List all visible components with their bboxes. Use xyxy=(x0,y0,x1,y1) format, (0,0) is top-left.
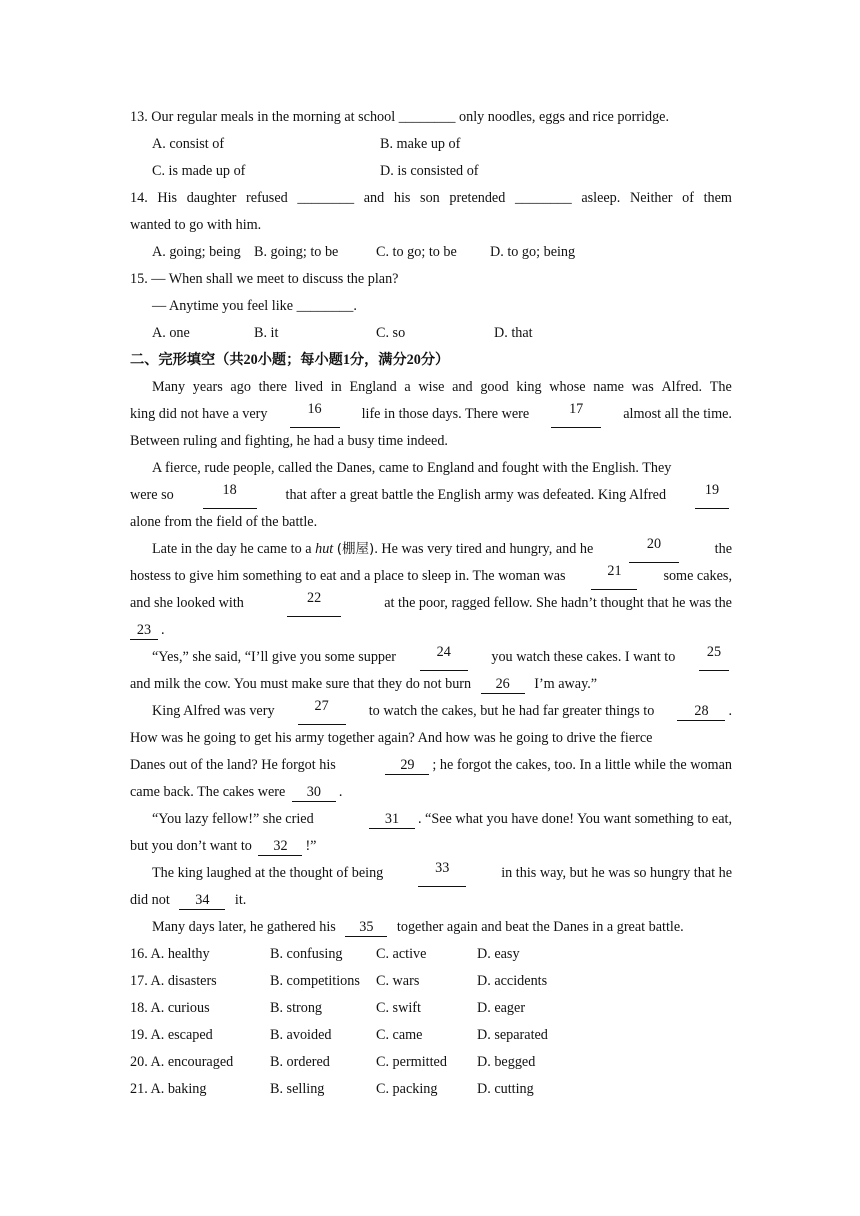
passage-line xyxy=(130,374,732,401)
blank-18[interactable]: 18 xyxy=(203,482,257,509)
option-a: A. one xyxy=(152,325,190,341)
hut-word: hut xyxy=(315,541,334,557)
word: his xyxy=(393,190,411,206)
option-b: B. confusing xyxy=(270,946,343,962)
passage-text: “You lazy fellow!” she cried xyxy=(152,811,314,827)
answer-row-20 xyxy=(130,1049,732,1076)
option-c: C. packing xyxy=(376,1081,438,1097)
passage-text: . “See what you have done! You want something to eat, xyxy=(417,811,732,827)
blank-21[interactable]: 21 xyxy=(591,563,637,590)
word: daughter xyxy=(186,190,237,206)
blank-25[interactable]: 25 xyxy=(699,644,729,671)
word: refused xyxy=(245,190,288,206)
passage-text: !” xyxy=(305,838,317,854)
word: and xyxy=(452,379,473,395)
passage-line xyxy=(130,536,732,563)
question-15-options xyxy=(130,320,732,347)
passage-line xyxy=(130,671,732,698)
passage-line xyxy=(130,590,732,617)
word: asleep. xyxy=(581,190,621,206)
option-d: D. separated xyxy=(477,1027,548,1043)
word: of xyxy=(682,190,694,206)
passage-line xyxy=(130,752,732,779)
blank-28[interactable]: 28 xyxy=(677,703,725,721)
option-a: 18. A. curious xyxy=(130,1000,210,1016)
word: son xyxy=(420,190,440,206)
option-b: B. avoided xyxy=(270,1027,332,1043)
word: pretended xyxy=(449,190,506,206)
option-c: C. to go; to be xyxy=(376,244,457,260)
word: was xyxy=(631,379,654,395)
passage-line xyxy=(130,617,732,644)
word: His xyxy=(157,190,178,206)
blank-16[interactable]: 16 xyxy=(290,401,340,428)
passage-line xyxy=(130,833,732,860)
passage-line: Between ruling and fighting, he had a busy time indeed. xyxy=(130,433,448,449)
passage-text xyxy=(674,698,732,725)
blank-35[interactable]: 35 xyxy=(345,919,387,937)
option-b: B. ordered xyxy=(270,1054,330,1070)
option-c: C. permitted xyxy=(376,1054,447,1070)
passage-text: almost all the time. xyxy=(623,406,732,422)
option-d: D. easy xyxy=(477,946,520,962)
question-14 xyxy=(130,185,732,212)
passage-text: Late in the day he came to a xyxy=(152,541,312,557)
option-a: 19. A. escaped xyxy=(130,1027,213,1043)
passage-line xyxy=(130,914,732,941)
blank-29[interactable]: 29 xyxy=(385,757,429,775)
passage-line xyxy=(130,401,732,428)
blank-24[interactable]: 24 xyxy=(420,644,468,671)
option-b: B. make up of xyxy=(380,136,461,152)
passage-line: How was he going to get his army together again? And how was he going to drive the fierce xyxy=(130,730,653,746)
word: England xyxy=(349,379,397,395)
answer-row-19 xyxy=(130,1022,732,1049)
word: name xyxy=(593,379,624,395)
passage-text: . xyxy=(338,784,343,800)
option-c: C. wars xyxy=(376,973,420,989)
blank-26[interactable]: 26 xyxy=(481,676,525,694)
word: Neither xyxy=(629,190,673,206)
word: Many xyxy=(152,379,186,395)
answer-row-16 xyxy=(130,941,732,968)
passage-text: you watch these cakes. I want to xyxy=(491,649,676,665)
blank-19[interactable]: 19 xyxy=(695,482,729,509)
passage-text: did not xyxy=(130,892,170,908)
option-c: C. came xyxy=(376,1027,423,1043)
option-a: A. going; being xyxy=(152,244,241,260)
option-b: B. going; to be xyxy=(254,244,339,260)
option-c: C. swift xyxy=(376,1000,421,1016)
word: them xyxy=(703,190,732,206)
option-b: B. competitions xyxy=(270,973,360,989)
passage-text: Danes out of the land? He forgot his xyxy=(130,757,336,773)
passage-text: king did not have a very xyxy=(130,406,268,422)
option-d: D. that xyxy=(494,325,533,341)
blank-30[interactable]: 30 xyxy=(292,784,336,802)
blank-34[interactable]: 34 xyxy=(179,892,225,910)
option-d: D. to go; being xyxy=(490,244,576,260)
option-a: 21. A. baking xyxy=(130,1081,207,1097)
word: ago xyxy=(230,379,251,395)
passage-text xyxy=(152,536,593,563)
passage-text: together again and beat the Danes in a great battle. xyxy=(396,919,684,935)
passage-text: . xyxy=(728,703,732,719)
passage-text: the xyxy=(714,541,732,557)
question-15-line2: — Anytime you feel like ________. xyxy=(152,298,357,314)
passage-text: . xyxy=(161,622,165,638)
passage-text: in this way, but he was so hungry that he xyxy=(501,865,732,881)
passage-line xyxy=(130,887,732,914)
blank-32[interactable]: 32 xyxy=(258,838,302,856)
option-d: D. eager xyxy=(477,1000,526,1016)
question-15: 15. — When shall we meet to discuss the plan? xyxy=(130,271,399,287)
passage-text: and she looked with xyxy=(130,595,244,611)
option-c: C. is made up of xyxy=(152,163,246,179)
blank-17[interactable]: 17 xyxy=(551,401,601,428)
passage-text: were so xyxy=(130,487,174,503)
option-b: B. strong xyxy=(270,1000,323,1016)
section-title: 二、完形填空（共20小题；每小题1分，满分20分） xyxy=(130,352,450,368)
passage-text: Many days later, he gathered his xyxy=(152,919,336,935)
passage-text: I’m away.” xyxy=(534,676,598,692)
passage-text: that after a great battle the English army was defeated. King Alfred xyxy=(285,487,667,503)
word: ________ xyxy=(514,190,572,206)
word: ________ xyxy=(297,190,355,206)
passage-text xyxy=(382,752,732,779)
blank-31[interactable]: 31 xyxy=(369,811,415,829)
blank-22[interactable]: 22 xyxy=(287,590,341,617)
passage-text: and milk the cow. You must make sure that they do not burn xyxy=(130,676,472,692)
answer-row-18 xyxy=(130,995,732,1022)
passage-text: The king laughed at the thought of being xyxy=(152,865,384,881)
passage-text: King Alfred was very xyxy=(152,703,275,719)
blank-20[interactable]: 20 xyxy=(629,536,679,563)
word: years xyxy=(192,379,223,395)
passage-text: to watch the cakes, but he had far greater things to xyxy=(368,703,655,719)
question-14-line2: wanted to go with him. xyxy=(130,217,262,233)
word: 14. xyxy=(130,190,148,206)
passage-text: life in those days. There were xyxy=(361,406,530,422)
passage-line xyxy=(130,698,732,725)
exam-page xyxy=(130,104,732,1103)
word: whose xyxy=(549,379,586,395)
passage-text: ; he forgot the cakes, too. In a little while the woman xyxy=(432,757,732,773)
word: lived xyxy=(294,379,324,395)
option-c: C. active xyxy=(376,946,427,962)
option-a: 17. A. disasters xyxy=(130,973,217,989)
question-13-options-row1 xyxy=(130,131,732,158)
blank-33[interactable]: 33 xyxy=(418,860,466,887)
passage-line xyxy=(130,860,732,887)
option-a: 16. A. healthy xyxy=(130,946,210,962)
passage-text: at the poor, ragged fellow. She hadn’t thought that he was the xyxy=(384,595,732,611)
passage-text: “Yes,” she said, “I’ll give you some supper xyxy=(152,649,397,665)
passage-line xyxy=(130,563,732,590)
passage-line xyxy=(130,482,732,509)
passage-text: . He was very tired and hungry, and he xyxy=(374,541,594,557)
blank-27[interactable]: 27 xyxy=(298,698,346,725)
option-d: D. begged xyxy=(477,1054,536,1070)
blank-23[interactable]: 23 xyxy=(130,622,158,640)
word: a xyxy=(404,379,411,395)
passage-line: A fierce, rude people, called the Danes, came to England and fought with the English. They xyxy=(152,460,672,476)
chinese-gloss: (棚屋) xyxy=(336,541,375,557)
option-a: 20. A. encouraged xyxy=(130,1054,234,1070)
passage-text: hostess to give him something to eat and a place to sleep in. The woman was xyxy=(130,568,566,584)
option-d: D. is consisted of xyxy=(380,163,479,179)
answer-row-21 xyxy=(130,1076,732,1103)
option-b: B. it xyxy=(254,325,279,341)
option-b: B. selling xyxy=(270,1081,325,1097)
question-14-options xyxy=(130,239,732,266)
passage-line xyxy=(130,644,732,671)
word: good xyxy=(480,379,509,395)
option-a: A. consist of xyxy=(152,136,225,152)
passage-line xyxy=(130,779,732,806)
answer-options xyxy=(130,941,732,1103)
word: The xyxy=(709,379,732,395)
option-d: D. accidents xyxy=(477,973,548,989)
option-d: D. cutting xyxy=(477,1081,534,1097)
passage-text: some cakes, xyxy=(663,568,732,584)
passage-text: it. xyxy=(234,892,247,908)
passage-line xyxy=(130,806,732,833)
answer-row-17 xyxy=(130,968,732,995)
passage-text: came back. The cakes were xyxy=(130,784,286,800)
question-13: 13. Our regular meals in the morning at school ________ only noodles, eggs and rice porridge. xyxy=(130,109,670,125)
word: in xyxy=(330,379,342,395)
word: wise xyxy=(418,379,445,395)
question-13-options-row2 xyxy=(130,158,732,185)
word: king xyxy=(516,379,542,395)
word: and xyxy=(363,190,385,206)
option-c: C. so xyxy=(376,325,406,341)
passage-text xyxy=(366,806,732,833)
passage-text: but you don’t want to xyxy=(130,838,252,854)
passage-line: alone from the field of the battle. xyxy=(130,514,318,530)
word: Alfred. xyxy=(661,379,703,395)
word: there xyxy=(258,379,287,395)
